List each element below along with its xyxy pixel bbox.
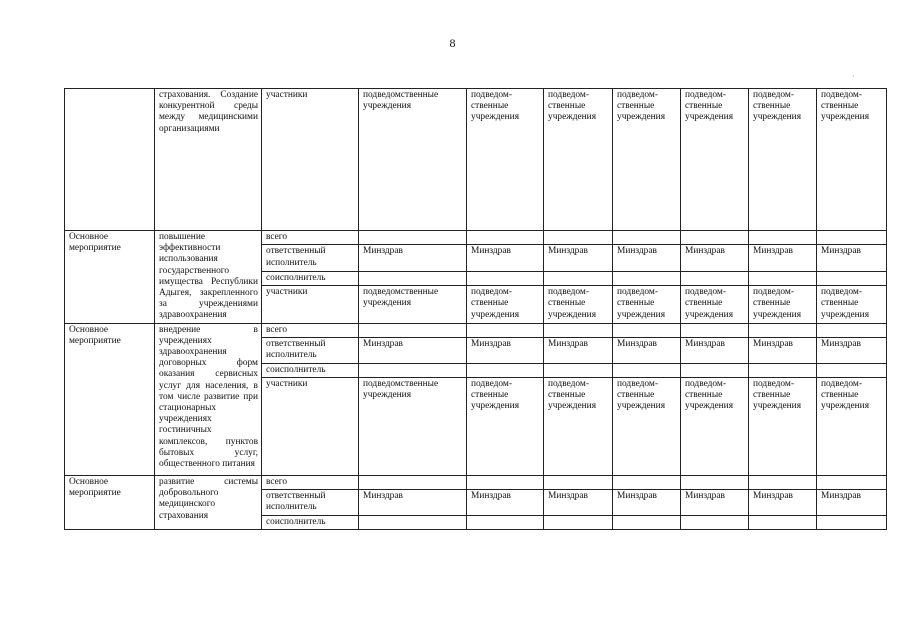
role-label: ответственный исполнитель: [262, 490, 359, 516]
table-row: [65, 476, 887, 490]
measure-label: Основное мероприятие: [65, 476, 155, 530]
value-cell: Минздрав: [749, 245, 817, 271]
table-row: [65, 231, 887, 245]
measure-label: Основное мероприятие: [65, 323, 155, 475]
value-cell: Минздрав: [359, 337, 467, 363]
value-cell: Минздрав: [544, 337, 613, 363]
value-cell: Минздрав: [817, 337, 887, 363]
role-label: ответственный исполнитель: [262, 337, 359, 363]
table-row: [65, 89, 887, 231]
measure-cell: [65, 89, 155, 231]
role-label: соисполнитель: [262, 516, 359, 530]
role-label: соисполнитель: [262, 363, 359, 377]
role-label: соисполнитель: [262, 271, 359, 285]
value-cell: подведомственные учреждения: [359, 286, 467, 324]
measure-description: страхования. Создание конкурентной среды между медицинскими организациями: [155, 89, 262, 231]
page-number: 8: [449, 36, 456, 50]
value-cell: подведом-ственные учреждения: [817, 286, 887, 324]
value-cell: подведом-ственные учреждения: [817, 378, 887, 476]
value-cell: подведом-ственные учреждения: [681, 89, 749, 231]
value-cell: подведом-ственные учреждения: [749, 89, 817, 231]
role-label: ответственный исполнитель: [262, 245, 359, 271]
value-cell: Минздрав: [817, 245, 887, 271]
value-cell: Минздрав: [467, 337, 544, 363]
value-cell: подведом-ственные учреждения: [467, 378, 544, 476]
program-table: [64, 88, 887, 530]
value-cell: Минздрав: [544, 490, 613, 516]
value-cell: Минздрав: [681, 337, 749, 363]
role-label: всего: [262, 476, 359, 490]
value-cell: Минздрав: [544, 245, 613, 271]
value-cell: подведомственные учреждения: [359, 89, 467, 231]
measure-description: развитие системы добровольного медицинского страхования: [155, 476, 262, 530]
measure-description: внедрение в учреждениях здравоохранения договорных форм оказания сервисных услуг для населения, в том числе развитие при стационарных учреждениях гостиничных комплексов, пунктов бытовых услуг, общественного питания: [155, 323, 262, 475]
value-cell: Минздрав: [749, 490, 817, 516]
value-cell: подведом-ственные учреждения: [817, 89, 887, 231]
role-label: участники: [262, 286, 359, 324]
role-label: участники: [262, 378, 359, 476]
value-cell: Минздрав: [613, 245, 681, 271]
measure-label: Основное мероприятие: [65, 231, 155, 324]
role-label: участники: [262, 89, 359, 231]
role-label: всего: [262, 231, 359, 245]
value-cell: подведом-ственные учреждения: [749, 286, 817, 324]
value-cell: подведом-ственные учреждения: [467, 286, 544, 324]
value-cell: подведом-ственные учреждения: [681, 378, 749, 476]
value-cell: подведом-ственные учреждения: [544, 378, 613, 476]
value-cell: подведом-ственные учреждения: [544, 89, 613, 231]
value-cell: Минздрав: [749, 337, 817, 363]
value-cell: подведом-ственные учреждения: [681, 286, 749, 324]
value-cell: подведом-ственные учреждения: [749, 378, 817, 476]
role-label: всего: [262, 323, 359, 337]
scan-speck: ·: [852, 72, 855, 81]
value-cell: Минздрав: [359, 490, 467, 516]
value-cell: подведомственные учреждения: [359, 378, 467, 476]
value-cell: Минздрав: [613, 337, 681, 363]
measure-description: повышение эффективности использования государственного имущества Республики Адыгея, закрепленного за учреждениями здравоохранения: [155, 231, 262, 324]
value-cell: подведом-ственные учреждения: [467, 89, 544, 231]
value-cell: подведом-ственные учреждения: [613, 89, 681, 231]
value-cell: Минздрав: [359, 245, 467, 271]
value-cell: Минздрав: [817, 490, 887, 516]
table-row: [65, 323, 887, 337]
value-cell: Минздрав: [681, 490, 749, 516]
value-cell: подведом-ственные учреждения: [613, 286, 681, 324]
value-cell: Минздрав: [467, 245, 544, 271]
value-cell: подведом-ственные учреждения: [613, 378, 681, 476]
value-cell: Минздрав: [613, 490, 681, 516]
value-cell: Минздрав: [467, 490, 544, 516]
value-cell: подведом-ственные учреждения: [544, 286, 613, 324]
value-cell: Минздрав: [681, 245, 749, 271]
